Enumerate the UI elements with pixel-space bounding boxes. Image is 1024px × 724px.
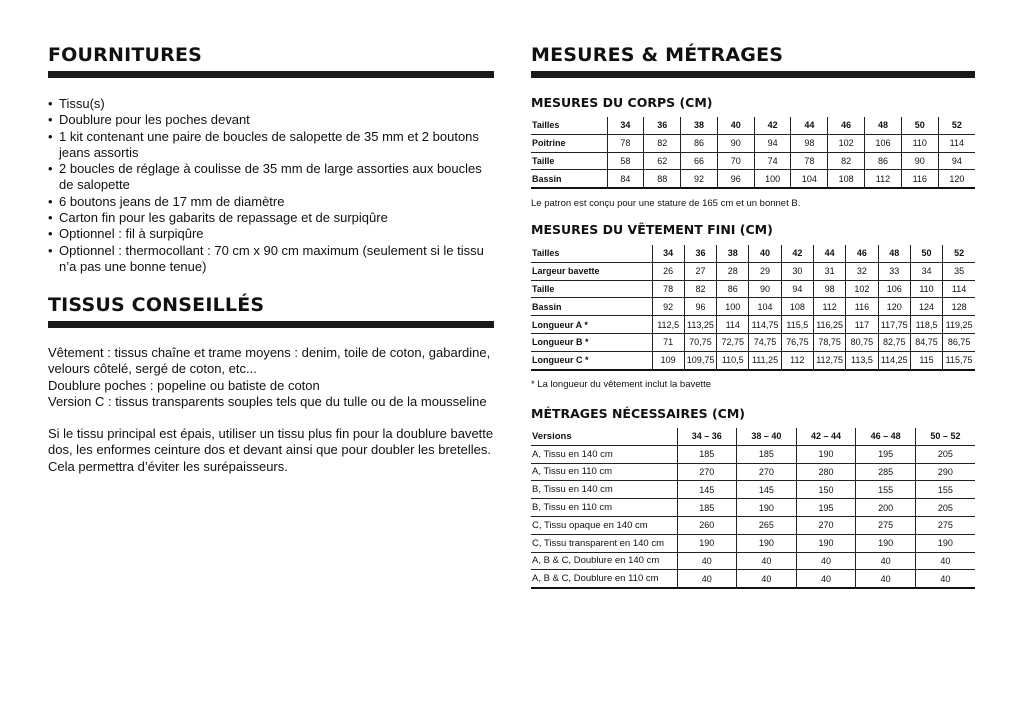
table-cell: 115,75 (943, 351, 975, 369)
table-cell: 100 (754, 170, 791, 188)
table-cell: 110 (901, 134, 938, 152)
table-cell: 66 (681, 152, 718, 170)
mesures-rule (531, 71, 975, 78)
table-cell: 117,75 (878, 316, 910, 334)
table-cell: 50 (901, 117, 938, 134)
row-label-cell: B, Tissu en 140 cm (531, 481, 677, 499)
list-item: • Tissu(s) (48, 96, 494, 112)
table-cell: 82,75 (878, 333, 910, 351)
fournitures-list (48, 96, 494, 275)
table-cell: 32 (846, 262, 878, 280)
row-label-cell: Taille (531, 280, 652, 298)
tissus-rule (48, 321, 494, 328)
row-label-cell: A, B & C, Doublure en 140 cm (531, 552, 677, 570)
list-item: • 6 boutons jeans de 17 mm de diamètre (48, 194, 494, 210)
table-cell: 58 (607, 152, 644, 170)
table-cell: 205 (915, 445, 975, 463)
mesures-title: MESURES & MÉTRAGES (531, 44, 784, 66)
table-cell: 108 (828, 170, 865, 188)
table-cell: 270 (677, 463, 737, 481)
table-cell: 52 (943, 245, 975, 262)
table-cell: 52 (938, 117, 975, 134)
table-cell: 94 (754, 134, 791, 152)
table-cell: 116,25 (813, 316, 845, 334)
table-cell: 116 (846, 298, 878, 316)
table-cell: 88 (644, 170, 681, 188)
table-cell: 48 (878, 245, 910, 262)
list-item: • Optionnel : thermocollant : 70 cm x 90 cm maximum (seulement si le tissu n’a pas une bonne tenue) (48, 243, 494, 276)
table-cell: 115 (910, 351, 942, 369)
row-label-cell: Longueur A * (531, 316, 652, 334)
table-row (531, 170, 975, 188)
table-cell: 38 (681, 117, 718, 134)
row-label-cell: Tailles (531, 245, 652, 262)
table-cell: 80,75 (846, 333, 878, 351)
table-cell: 90 (717, 134, 754, 152)
table-cell: 38 (717, 245, 749, 262)
fini-title: MESURES DU VÊTEMENT FINI (CM) (531, 222, 773, 237)
table-cell: 84 (607, 170, 644, 188)
row-label-cell: C, Tissu opaque en 140 cm (531, 516, 677, 534)
table-cell: 108 (781, 298, 813, 316)
table-cell: 40 (856, 552, 916, 570)
table-cell: 104 (749, 298, 781, 316)
table-row (531, 499, 975, 517)
table-row (531, 516, 975, 534)
table-cell: 100 (717, 298, 749, 316)
table-cell: 145 (677, 481, 737, 499)
table-cell: 150 (796, 481, 856, 499)
table-cell: 74,75 (749, 333, 781, 351)
table-cell: 86 (865, 152, 902, 170)
table-cell: 82 (828, 152, 865, 170)
table-cell: 40 (796, 552, 856, 570)
table-cell: 110 (910, 280, 942, 298)
table-cell: 185 (677, 445, 737, 463)
table-cell: 42 (781, 245, 813, 262)
table-cell: 114,75 (749, 316, 781, 334)
table-cell: 118,5 (910, 316, 942, 334)
table-cell: 117 (846, 316, 878, 334)
tissus-line: Doublure poches : popeline ou batiste de coton (48, 377, 320, 393)
table-cell: 112,5 (652, 316, 684, 334)
table-cell: 27 (684, 262, 716, 280)
table-cell: 74 (754, 152, 791, 170)
table-cell: 40 (677, 552, 737, 570)
table-cell: 112,75 (813, 351, 845, 369)
table-cell: 285 (856, 463, 916, 481)
row-label-cell: Largeur bavette (531, 262, 652, 280)
table-cell: 111,25 (749, 351, 781, 369)
table-cell: 110,5 (717, 351, 749, 369)
table-cell: 102 (846, 280, 878, 298)
list-item: • 1 kit contenant une paire de boucles de salopette de 35 mm et 2 boutons jeans assortis (48, 129, 494, 162)
table-cell: 106 (865, 134, 902, 152)
table-cell: 92 (652, 298, 684, 316)
table-cell: 82 (644, 134, 681, 152)
row-label-cell: C, Tissu transparent en 140 cm (531, 534, 677, 552)
table-cell: 195 (796, 499, 856, 517)
row-label-cell: A, B & C, Doublure en 110 cm (531, 570, 677, 588)
table-cell: 34 (607, 117, 644, 134)
table-cell: 40 (856, 570, 916, 588)
metrages-title: MÉTRAGES NÉCESSAIRES (CM) (531, 406, 745, 421)
row-label-cell: Versions (531, 428, 677, 445)
table-cell: 40 (915, 570, 975, 588)
list-item: • Doublure pour les poches devant (48, 112, 494, 128)
tissus-title: TISSUS CONSEILLÉS (48, 294, 265, 316)
list-item: • Carton fin pour les gabarits de repassage et de surpiqûre (48, 210, 494, 226)
table-cell: 270 (737, 463, 797, 481)
table-cell: 98 (813, 280, 845, 298)
row-label-cell: Longueur B * (531, 333, 652, 351)
table-cell: 128 (943, 298, 975, 316)
table-cell: 42 (754, 117, 791, 134)
table-row (531, 445, 975, 463)
row-label-cell: A, Tissu en 110 cm (531, 463, 677, 481)
table-cell: 50 (910, 245, 942, 262)
table-cell: 275 (915, 516, 975, 534)
table-cell: 40 (737, 570, 797, 588)
table-cell: 114 (717, 316, 749, 334)
table-cell: 190 (737, 499, 797, 517)
table-cell: 78 (652, 280, 684, 298)
tissus-text (48, 345, 494, 475)
fournitures-rule (48, 71, 494, 78)
table-cell: 185 (677, 499, 737, 517)
corps-title: MESURES DU CORPS (CM) (531, 95, 713, 110)
table-header-row (531, 428, 975, 445)
fini-table (531, 245, 975, 371)
table-cell: 70,75 (684, 333, 716, 351)
table-cell: 120 (878, 298, 910, 316)
table-cell: 98 (791, 134, 828, 152)
table-row (531, 152, 975, 170)
table-cell: 190 (677, 534, 737, 552)
table-row (531, 298, 975, 316)
table-cell: 40 (717, 117, 754, 134)
table-cell: 30 (781, 262, 813, 280)
table-cell: 36 (644, 117, 681, 134)
table-cell: 62 (644, 152, 681, 170)
table-cell: 70 (717, 152, 754, 170)
table-cell: 190 (915, 534, 975, 552)
table-cell: 113,25 (684, 316, 716, 334)
table-cell: 124 (910, 298, 942, 316)
table-cell: 40 (677, 570, 737, 588)
tissus-line: Version C : tissus transparents souples tels que du tulle ou de la mousseline (48, 393, 487, 409)
table-cell: 145 (737, 481, 797, 499)
table-cell: 190 (856, 534, 916, 552)
table-cell: 46 – 48 (856, 428, 916, 445)
table-cell: 92 (681, 170, 718, 188)
table-cell: 84,75 (910, 333, 942, 351)
table-cell: 44 (791, 117, 828, 134)
table-cell: 275 (856, 516, 916, 534)
table-cell: 86 (717, 280, 749, 298)
table-cell: 40 (737, 552, 797, 570)
table-cell: 35 (943, 262, 975, 280)
table-cell: 34 – 36 (677, 428, 737, 445)
table-cell: 115,5 (781, 316, 813, 334)
table-cell: 114,25 (878, 351, 910, 369)
table-cell: 28 (717, 262, 749, 280)
row-label-cell: Poitrine (531, 134, 607, 152)
table-cell: 96 (684, 298, 716, 316)
row-label-cell: A, Tissu en 140 cm (531, 445, 677, 463)
table-cell: 72,75 (717, 333, 749, 351)
table-cell: 112 (781, 351, 813, 369)
fournitures-title: FOURNITURES (48, 44, 203, 66)
row-label-cell: Longueur C * (531, 351, 652, 369)
table-cell: 90 (901, 152, 938, 170)
fini-note: * La longueur du vêtement inclut la bavette (531, 379, 712, 390)
table-cell: 94 (938, 152, 975, 170)
table-cell: 290 (915, 463, 975, 481)
table-header-row (531, 117, 975, 134)
table-cell: 42 – 44 (796, 428, 856, 445)
table-cell: 185 (737, 445, 797, 463)
table-cell: 119,25 (943, 316, 975, 334)
table-cell: 155 (915, 481, 975, 499)
table-cell: 104 (791, 170, 828, 188)
table-cell: 29 (749, 262, 781, 280)
table-cell: 116 (901, 170, 938, 188)
table-cell: 260 (677, 516, 737, 534)
table-cell: 50 – 52 (915, 428, 975, 445)
row-label-cell: Bassin (531, 170, 607, 188)
tissus-line: Vêtement : tissus chaîne et trame moyens : denim, toile de coton, gabardine, velours côtelé, sergé de coton, etc... (48, 345, 491, 377)
table-cell: 40 (796, 570, 856, 588)
table-cell: 205 (915, 499, 975, 517)
table-cell: 40 (749, 245, 781, 262)
table-cell: 190 (796, 534, 856, 552)
table-cell: 113,5 (846, 351, 878, 369)
table-row (531, 134, 975, 152)
table-cell: 34 (910, 262, 942, 280)
row-label-cell: B, Tissu en 110 cm (531, 499, 677, 517)
table-row (531, 280, 975, 298)
table-header-row (531, 245, 975, 262)
table-cell: 36 (684, 245, 716, 262)
table-cell: 155 (856, 481, 916, 499)
table-cell: 76,75 (781, 333, 813, 351)
table-cell: 270 (796, 516, 856, 534)
table-cell: 114 (943, 280, 975, 298)
table-cell: 78 (791, 152, 828, 170)
table-row (531, 333, 975, 351)
table-row (531, 262, 975, 280)
table-cell: 38 – 40 (737, 428, 797, 445)
table-cell: 265 (737, 516, 797, 534)
table-cell: 109,75 (684, 351, 716, 369)
table-cell: 200 (856, 499, 916, 517)
table-cell: 280 (796, 463, 856, 481)
table-cell: 114 (938, 134, 975, 152)
table-cell: 26 (652, 262, 684, 280)
row-label-cell: Bassin (531, 298, 652, 316)
table-row (531, 463, 975, 481)
table-cell: 90 (749, 280, 781, 298)
table-cell: 46 (846, 245, 878, 262)
table-cell: 102 (828, 134, 865, 152)
row-label-cell: Tailles (531, 117, 607, 134)
table-cell: 109 (652, 351, 684, 369)
list-item: • 2 boucles de réglage à coulisse de 35 mm de large assorties aux boucles de salopette (48, 161, 494, 194)
table-cell: 96 (717, 170, 754, 188)
table-cell: 34 (652, 245, 684, 262)
table-cell: 82 (684, 280, 716, 298)
metrages-table (531, 428, 975, 589)
table-cell: 33 (878, 262, 910, 280)
table-cell: 48 (865, 117, 902, 134)
table-row (531, 316, 975, 334)
table-cell: 94 (781, 280, 813, 298)
table-cell: 78 (607, 134, 644, 152)
table-cell: 112 (813, 298, 845, 316)
table-cell: 31 (813, 262, 845, 280)
table-row (531, 570, 975, 588)
table-cell: 106 (878, 280, 910, 298)
corps-table (531, 117, 975, 189)
table-cell: 86,75 (943, 333, 975, 351)
table-cell: 120 (938, 170, 975, 188)
row-label-cell: Taille (531, 152, 607, 170)
table-cell: 46 (828, 117, 865, 134)
table-cell: 112 (865, 170, 902, 188)
tissus-paragraph: Si le tissu principal est épais, utiliser un tissu plus fin pour la doublure bavette dos, les enformes ceinture dos et devant ainsi que pour doubler les bretelles. Cela permettra d’éviter les surépaisseurs. (48, 426, 494, 474)
list-item: • Optionnel : fil à surpiqûre (48, 226, 494, 242)
table-cell: 190 (796, 445, 856, 463)
table-cell: 78,75 (813, 333, 845, 351)
table-row (531, 552, 975, 570)
table-row (531, 534, 975, 552)
table-row (531, 351, 975, 369)
table-cell: 71 (652, 333, 684, 351)
table-row (531, 481, 975, 499)
table-cell: 195 (856, 445, 916, 463)
table-cell: 40 (915, 552, 975, 570)
table-cell: 190 (737, 534, 797, 552)
corps-note: Le patron est conçu pour une stature de 165 cm et un bonnet B. (531, 198, 801, 209)
table-cell: 44 (813, 245, 845, 262)
table-cell: 86 (681, 134, 718, 152)
